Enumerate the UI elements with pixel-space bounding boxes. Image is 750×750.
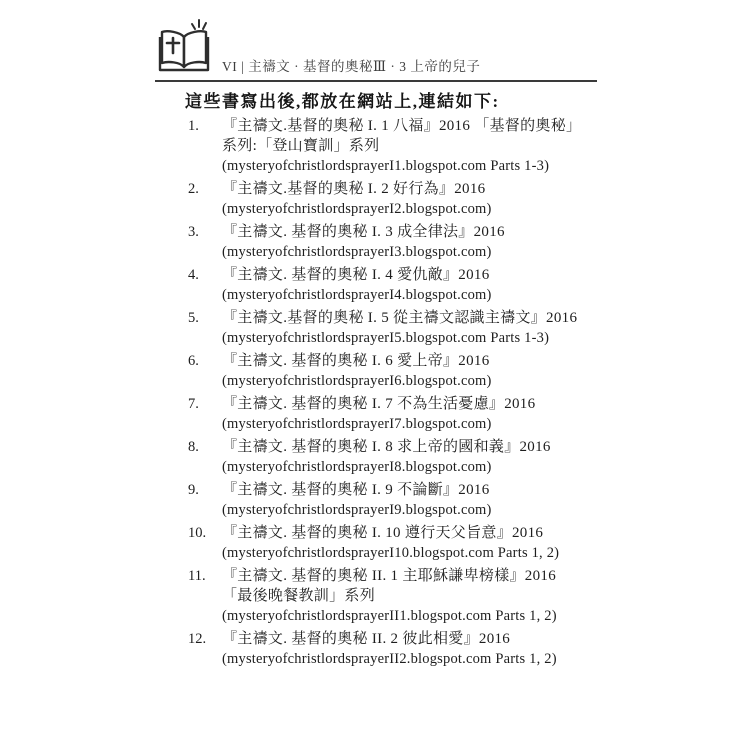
list-item-url: (mysteryofchristlordsprayerI3.blogspot.com)	[222, 244, 492, 260]
list-item	[188, 566, 608, 626]
list-item-number: 8.	[188, 439, 199, 455]
list-item-number: 1.	[188, 118, 199, 134]
list-item-number: 6.	[188, 353, 199, 369]
list-item-body	[222, 222, 608, 262]
list-item	[188, 351, 608, 391]
open-book-cross-icon	[155, 15, 213, 77]
header-divider-rule	[155, 80, 597, 82]
list-item	[188, 308, 608, 348]
list-item-title-line: 『主禱文. 基督的奧秘 I. 4 愛仇敵』2016	[222, 267, 490, 283]
list-item-number: 3.	[188, 224, 199, 240]
running-header-title: VI | 主禱文 · 基督的奧秘Ⅲ · 3 上帝的兒子	[222, 59, 481, 74]
list-item-number: 11.	[188, 568, 206, 584]
list-item-body	[222, 394, 608, 434]
list-item-body	[222, 265, 608, 305]
list-item-number: 9.	[188, 482, 199, 498]
list-item-url: (mysteryofchristlordsprayerI6.blogspot.com)	[222, 373, 492, 389]
list-item-title-line: 「最後晚餐教訓」系列	[222, 588, 376, 604]
list-item-title-line: 『主禱文. 基督的奧秘 II. 1 主耶穌謙卑榜樣』2016	[222, 568, 556, 584]
list-item-number: 12.	[188, 631, 207, 647]
list-item-number: 7.	[188, 396, 199, 412]
list-item-url: (mysteryofchristlordsprayerI7.blogspot.com)	[222, 416, 492, 432]
list-item	[188, 265, 608, 305]
list-item-body	[222, 480, 608, 520]
list-item-url: (mysteryofchristlordsprayerI1.blogspot.com Parts 1-3)	[222, 158, 550, 174]
list-item-title-line: 『主禱文.基督的奧秘 I. 2 好行為』2016	[222, 181, 486, 197]
list-item-title-line: 『主禱文. 基督的奧秘 I. 7 不為生活憂慮』2016	[222, 396, 536, 412]
list-item-url: (mysteryofchristlordsprayerI5.blogspot.com Parts 1-3)	[222, 330, 550, 346]
links-list	[188, 116, 608, 672]
list-item	[188, 437, 608, 477]
list-item-url: (mysteryofchristlordsprayerI9.blogspot.com)	[222, 502, 492, 518]
list-item-url: (mysteryofchristlordsprayerI4.blogspot.com)	[222, 287, 492, 303]
list-item	[188, 116, 608, 176]
list-item-title-line: 『主禱文. 基督的奧秘 I. 10 遵行天父旨意』2016	[222, 525, 544, 541]
list-item	[188, 394, 608, 434]
list-item-body	[222, 351, 608, 391]
list-item-title-line: 『主禱文. 基督的奧秘 II. 2 彼此相愛』2016	[222, 631, 511, 647]
list-item-body	[222, 437, 608, 477]
list-item	[188, 480, 608, 520]
list-item	[188, 523, 608, 563]
list-item-url: (mysteryofchristlordsprayerII2.blogspot.com Parts 1, 2)	[222, 651, 557, 667]
list-item-body	[222, 308, 608, 348]
list-item-url: (mysteryofchristlordsprayerII1.blogspot.com Parts 1, 2)	[222, 608, 557, 624]
list-item-number: 5.	[188, 310, 199, 326]
list-item	[188, 629, 608, 669]
list-item	[188, 179, 608, 219]
list-item-title-line: 『主禱文. 基督的奧秘 I. 6 愛上帝』2016	[222, 353, 490, 369]
list-item	[188, 222, 608, 262]
list-item-title-line: 『主禱文. 基督的奧秘 I. 9 不論斷』2016	[222, 482, 490, 498]
list-item-title-line: 『主禱文.基督的奧秘 I. 5 從主禱文認識主禱文』2016	[222, 310, 578, 326]
list-item-number: 2.	[188, 181, 199, 197]
list-item-body	[222, 116, 608, 176]
list-item-title-line: 『主禱文.基督的奧秘 I. 1 八福』2016 「基督的奧秘」	[222, 118, 582, 134]
list-item-number: 10.	[188, 525, 207, 541]
list-item-url: (mysteryofchristlordsprayerI8.blogspot.com)	[222, 459, 492, 475]
list-item-body	[222, 523, 608, 563]
list-item-title-line: 『主禱文. 基督的奧秘 I. 8 求上帝的國和義』2016	[222, 439, 551, 455]
list-item-title-line: 『主禱文. 基督的奧秘 I. 3 成全律法』2016	[222, 224, 505, 240]
list-item-url: (mysteryofchristlordsprayerI10.blogspot.com Parts 1, 2)	[222, 545, 560, 561]
list-item-body	[222, 629, 608, 669]
list-item-url: (mysteryofchristlordsprayerI2.blogspot.com)	[222, 201, 492, 217]
list-item-body	[222, 566, 608, 626]
list-item-title-line: 系列:「登山寶訓」系列	[222, 138, 380, 154]
list-item-number: 4.	[188, 267, 199, 283]
intro-heading: 這些書寫出後,都放在網站上,連結如下:	[185, 92, 500, 111]
list-item-body	[222, 179, 608, 219]
